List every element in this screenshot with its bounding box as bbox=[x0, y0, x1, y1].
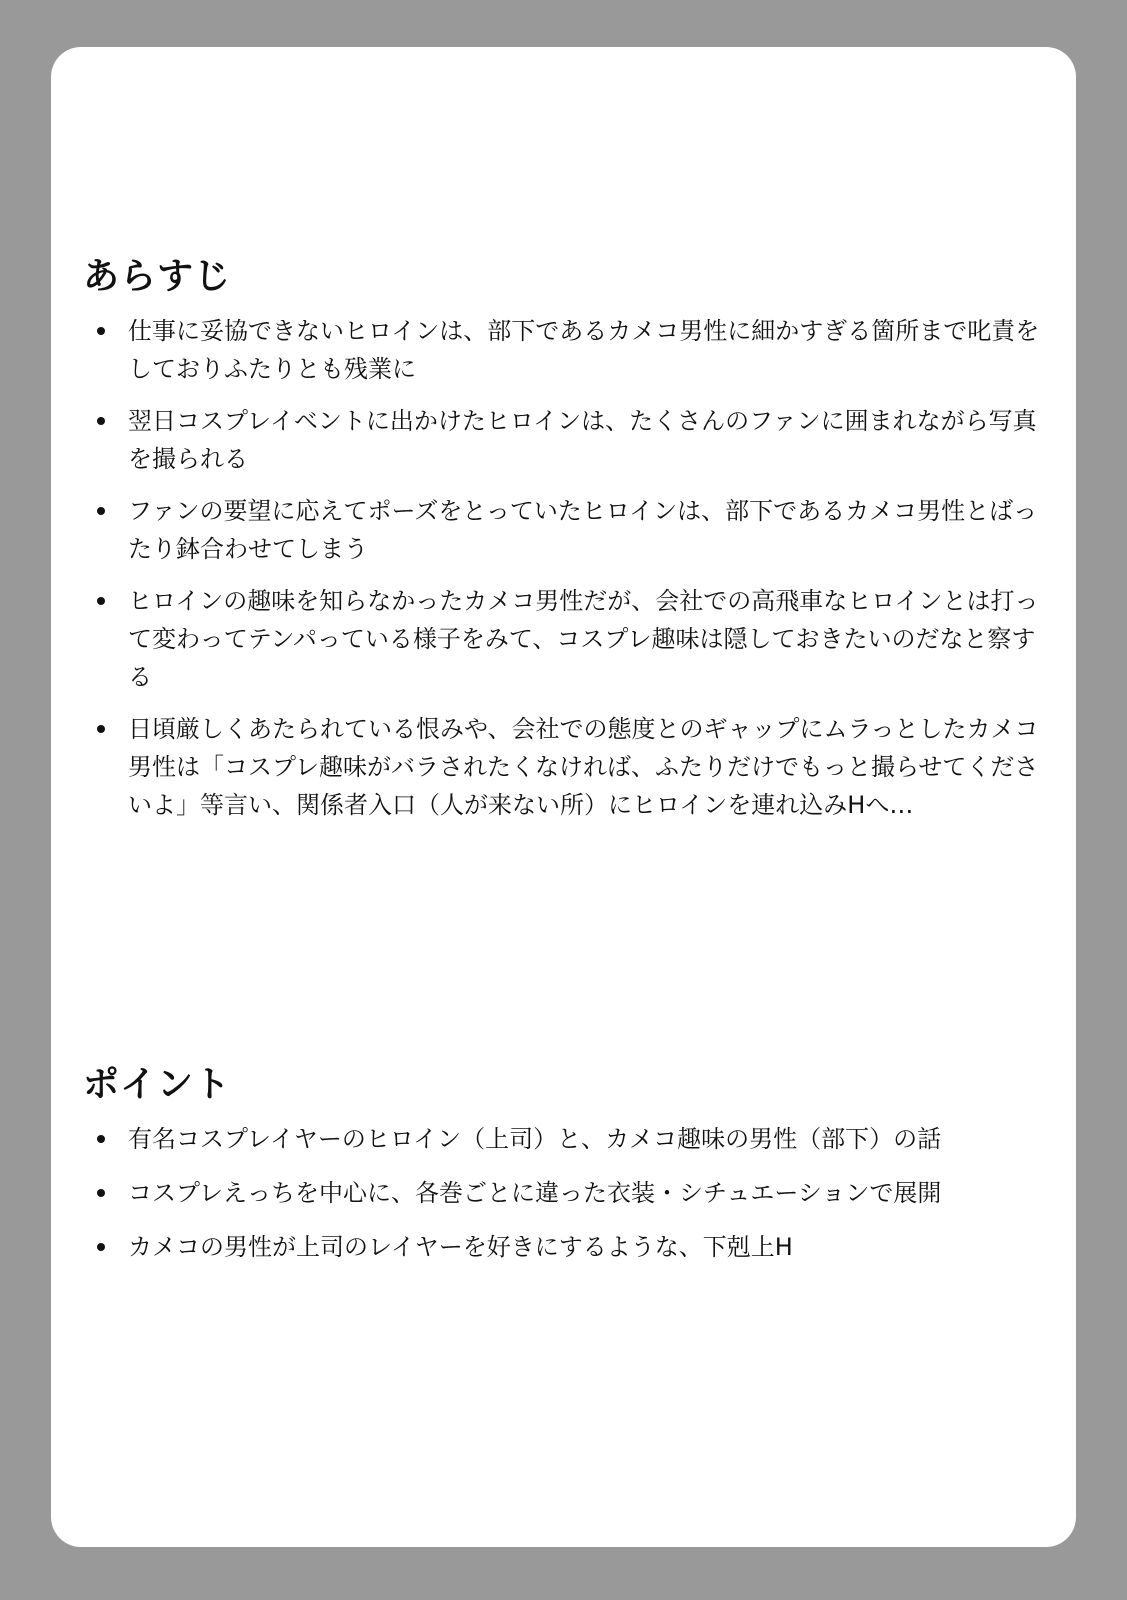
list-item-text: 有名コスプレイヤーのヒロイン（上司）と、カメコ趣味の男性（部下）の話 bbox=[128, 1125, 942, 1154]
list-item-text: カメコの男性が上司のレイヤーを好きにするような、下剋上H bbox=[128, 1233, 793, 1262]
list-item bbox=[83, 312, 1040, 388]
bullet-icon bbox=[97, 327, 105, 335]
list-item-text: 仕事に妥協できないヒロインは、部下であるカメコ男性に細かすぎる箇所まで叱責をしておりふたりとも残業に bbox=[128, 317, 1040, 384]
list-item bbox=[83, 710, 1040, 824]
list-item bbox=[83, 1174, 1040, 1212]
list-item bbox=[83, 1228, 1040, 1266]
bullet-icon bbox=[97, 725, 105, 733]
bullet-icon bbox=[97, 1243, 105, 1251]
points-section bbox=[83, 1063, 1040, 1282]
points-list bbox=[83, 1120, 1040, 1266]
list-item-text: ファンの要望に応えてポーズをとっていたヒロインは、部下であるカメコ男性とばったり鉢合わせてしまう bbox=[128, 497, 1038, 564]
list-item-text: 日頃厳しくあたられている恨みや、会社での態度とのギャップにムラっとしたカメコ男性は「コスプレ趣味がバラされたくなければ、ふたりだけでもっと撮らせてくださいよ」等言い、関係者入口（人が来ない所）にヒロインを連れ込みHへ… bbox=[128, 715, 1039, 820]
list-item bbox=[83, 582, 1040, 696]
synopsis-heading: あらすじ bbox=[83, 256, 232, 297]
list-item bbox=[83, 1120, 1040, 1158]
list-item bbox=[83, 402, 1040, 478]
content-card bbox=[51, 47, 1076, 1547]
bullet-icon bbox=[97, 1135, 105, 1143]
list-item bbox=[83, 492, 1040, 568]
list-item-text: ヒロインの趣味を知らなかったカメコ男性だが、会社での高飛車なヒロインとは打って変わってテンパっている様子をみて、コスプレ趣味は隠しておきたいのだなと察する bbox=[128, 587, 1039, 692]
bullet-icon bbox=[97, 597, 105, 605]
bullet-icon bbox=[97, 507, 105, 515]
list-item-text: 翌日コスプレイベントに出かけたヒロインは、たくさんのファンに囲まれながら写真を撮られる bbox=[128, 407, 1037, 474]
bullet-icon bbox=[97, 1189, 105, 1197]
list-item-text: コスプレえっちを中心に、各巻ごとに違った衣装・シチュエーションで展開 bbox=[128, 1179, 942, 1208]
synopsis-section bbox=[83, 255, 1040, 838]
bullet-icon bbox=[97, 417, 105, 425]
synopsis-list bbox=[83, 312, 1040, 824]
points-heading: ポイント bbox=[83, 1064, 232, 1105]
